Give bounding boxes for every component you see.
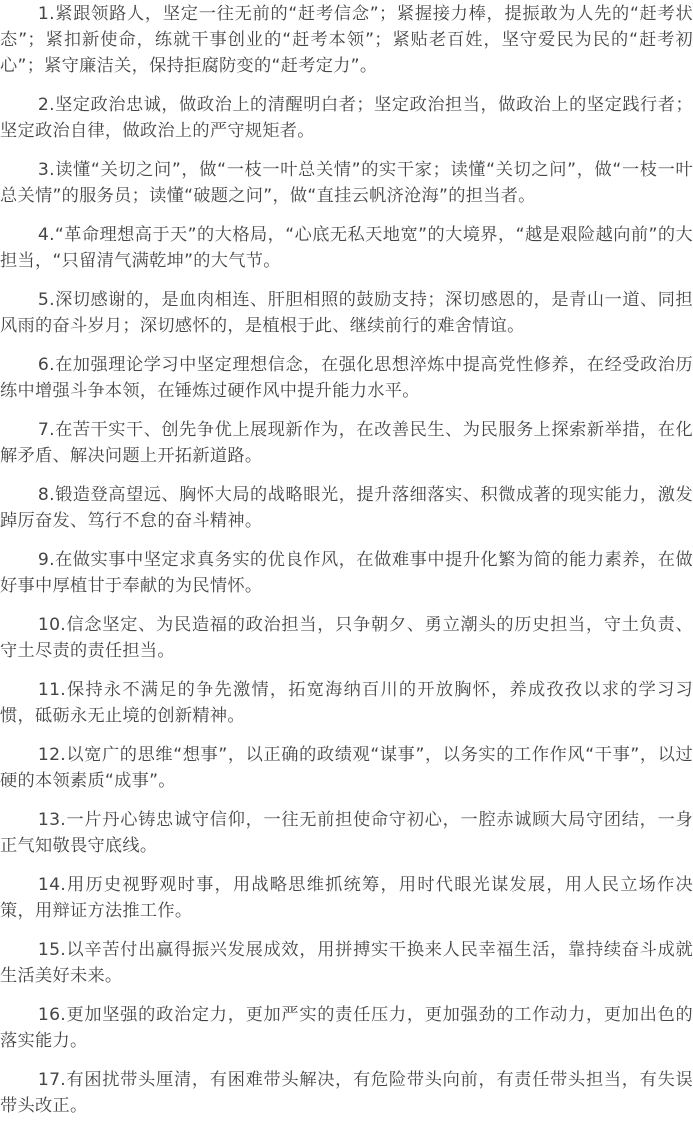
paragraph-1: 1.紧跟领路人，坚定一往无前的“赶考信念”；紧握接力棒，提振敢为人先的“赶考状态”；紧扣新使命，练就干事创业的“赶考本领”；紧贴老百姓，坚守爱民为民的“赶考初心”；紧守廉洁关，保持拒腐防变的“赶考定力”。 [0,4,693,76]
paragraph-6: 6.在加强理论学习中坚定理想信念，在强化思想淬炼中提高党性修养，在经受政治历练中增强斗争本领，在锤炼过硬作风中提升能力水平。 [0,355,693,401]
paragraph-7: 7.在苦干实干、创先争优上展现新作为，在改善民生、为民服务上探索新举措，在化解矛盾、解决问题上开拓新道路。 [0,420,693,466]
paragraph-16: 16.更加坚强的政治定力，更加严实的责任压力，更加强劲的工作动力，更加出色的落实能力。 [0,1005,693,1051]
paragraph-11: 11.保持永不满足的争先激情，拓宽海纳百川的开放胸怀，养成孜孜以求的学习习惯，砥砺永无止境的创新精神。 [0,680,693,726]
paragraph-12: 12.以宽广的思维“想事”，以正确的政绩观“谋事”，以务实的工作作风“干事”，以过硬的本领素质“成事”。 [0,745,693,791]
paragraph-3: 3.读懂“关切之问”，做“一枝一叶总关情”的实干家；读懂“关切之问”，做“一枝一叶总关情”的服务员；读懂“破题之问”，做“直挂云帆济沧海”的担当者。 [0,160,693,206]
paragraph-17: 17.有困扰带头厘清，有困难带头解决，有危险带头向前，有责任带头担当，有失误带头改正。 [0,1070,693,1116]
paragraph-13: 13.一片丹心铸忠诚守信仰，一往无前担使命守初心，一腔赤诚顾大局守团结，一身正气知敬畏守底线。 [0,810,693,856]
paragraph-14: 14.用历史视野观时事，用战略思维抓统筹，用时代眼光谋发展，用人民立场作决策，用辩证方法推工作。 [0,875,693,921]
paragraph-9: 9.在做实事中坚定求真务实的优良作风，在做难事中提升化繁为简的能力素养，在做好事中厚植甘于奉献的为民情怀。 [0,550,693,596]
paragraph-15: 15.以辛苦付出赢得振兴发展成效，用拼搏实干换来人民幸福生活，靠持续奋斗成就生活美好未来。 [0,940,693,986]
paragraph-8: 8.锻造登高望远、胸怀大局的战略眼光，提升落细落实、积微成著的现实能力，激发踔厉奋发、笃行不怠的奋斗精神。 [0,485,693,531]
paragraph-5: 5.深切感谢的，是血肉相连、肝胆相照的鼓励支持；深切感恩的，是青山一道、同担风雨的奋斗岁月；深切感怀的，是植根于此、继续前行的难舍情谊。 [0,290,693,336]
paragraph-10: 10.信念坚定、为民造福的政治担当，只争朝夕、勇立潮头的历史担当，守土负责、守土尽责的责任担当。 [0,615,693,661]
paragraph-4: 4.“革命理想高于天”的大格局，“心底无私天地宽”的大境界，“越是艰险越向前”的大担当，“只留清气满乾坤”的大气节。 [0,225,693,271]
paragraph-2: 2.坚定政治忠诚，做政治上的清醒明白者；坚定政治担当，做政治上的坚定践行者；坚定政治自律，做政治上的严守规矩者。 [0,95,693,141]
